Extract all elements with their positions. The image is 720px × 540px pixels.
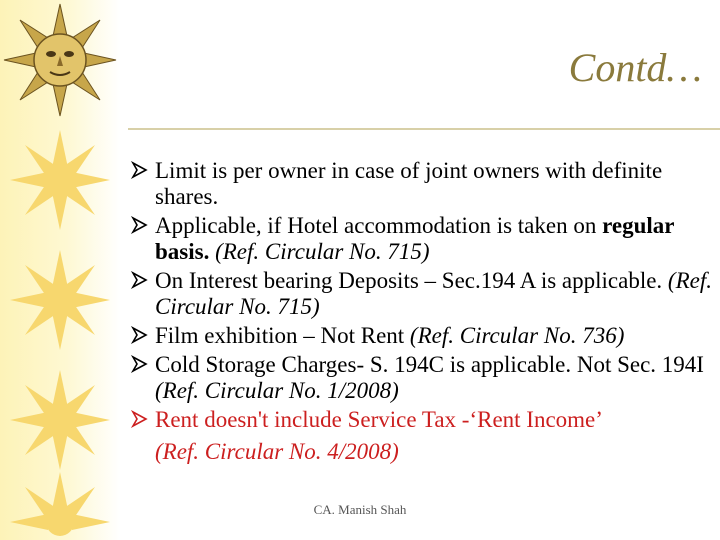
arrow-bullet-icon	[130, 271, 148, 289]
bullet-text: Film exhibition – Not Rent	[155, 323, 405, 348]
list-item	[130, 268, 720, 320]
bullet-text: Applicable, if Hotel accommodation is taken on	[155, 213, 603, 238]
starburst-icon	[8, 128, 112, 232]
slide-title: Contd…	[568, 45, 702, 90]
sun-face-icon	[2, 2, 118, 118]
bullet-text: Limit is per owner in case of joint owners with definite shares.	[155, 158, 663, 209]
arrow-bullet-icon	[130, 355, 148, 373]
bullet-reference: (Ref. Circular No. 4/2008)	[155, 439, 399, 464]
starburst-icon	[8, 248, 112, 352]
arrow-bullet-icon	[130, 216, 148, 234]
starburst-icon	[8, 368, 112, 472]
list-item	[130, 213, 720, 265]
bullet-list	[130, 158, 720, 468]
list-item	[130, 352, 720, 404]
bullet-text: On Interest bearing Deposits – Sec.194 A is applicable.	[155, 268, 663, 293]
bullet-reference: (Ref. Circular No. 736)	[404, 323, 625, 348]
decorative-sidebar	[0, 0, 120, 540]
bullet-text: Cold Storage Charges- S. 194C is applicable. Not Sec. 194I	[155, 352, 704, 377]
bullet-reference: (Ref. Circular No. 1/2008)	[155, 378, 399, 403]
list-item	[130, 158, 720, 210]
bullet-text: Rent doesn't include Service Tax -‘Rent Income’	[155, 407, 603, 432]
footer-author: CA. Manish Shah	[313, 502, 407, 517]
arrow-bullet-icon	[130, 410, 148, 428]
bullet-reference: (Ref. Circular No. 715)	[209, 239, 430, 264]
bullet-bold-text: regular basis.	[155, 213, 675, 264]
title-divider	[128, 128, 720, 130]
arrow-bullet-icon	[130, 161, 148, 179]
list-item	[130, 323, 720, 349]
bullet-reference: (Ref. Circular No. 715)	[155, 268, 712, 319]
list-item	[130, 407, 720, 465]
arrow-bullet-icon	[130, 326, 148, 344]
